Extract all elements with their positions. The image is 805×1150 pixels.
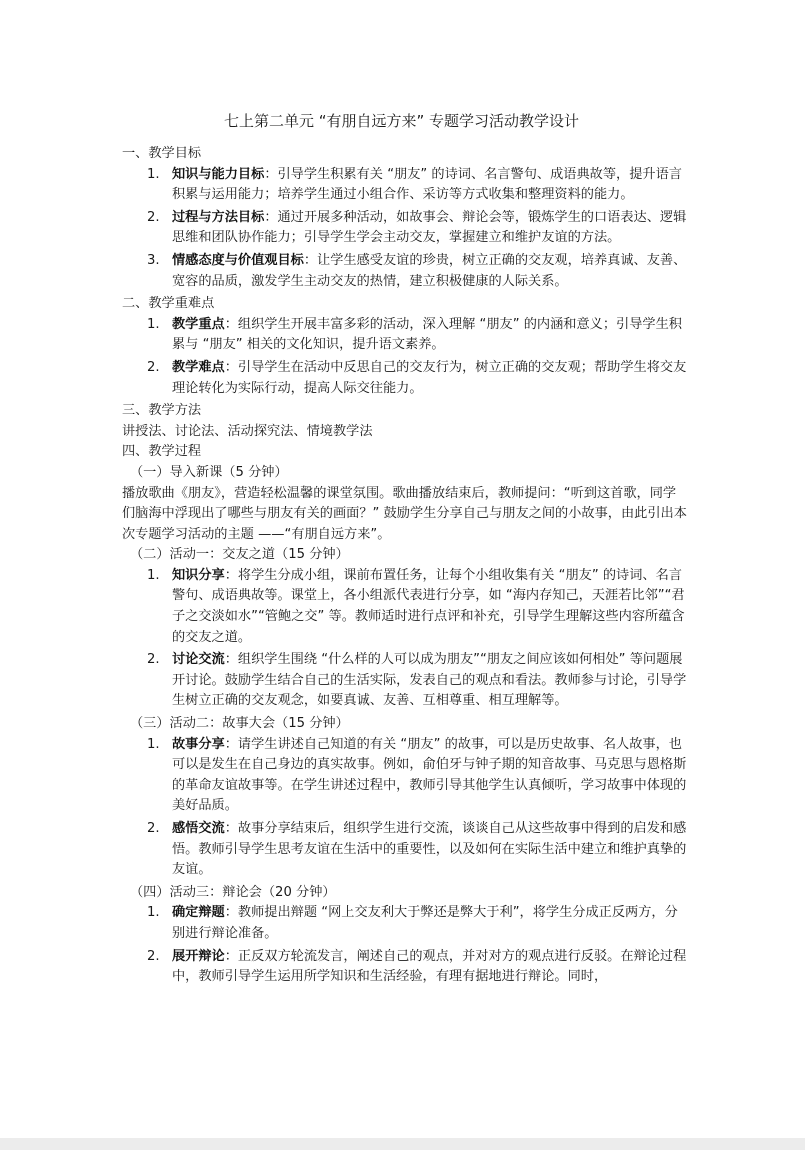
section-heading-objectives: 一、教学目标	[122, 146, 202, 161]
document-title: 七上第二单元 “有朋自远方来” 专题学习活动教学设计	[223, 112, 580, 130]
item-number: 2.	[147, 821, 160, 836]
key-points-list	[122, 315, 687, 399]
list-item	[122, 358, 687, 399]
list-item	[122, 903, 687, 944]
item-number: 1.	[147, 567, 160, 583]
item-number: 1.	[147, 316, 160, 332]
item-label: 故事分享	[172, 736, 225, 752]
item-label: 教学重点	[172, 316, 225, 332]
item-text: ：通过开展多种活动，如故事会、辩论会等，锻炼学生的口语表达、逻辑思维和团队协作能力；引导学生学会主动交友，掌握建立和维护友谊的方法。	[172, 209, 687, 246]
item-number: 3.	[147, 252, 160, 268]
item-text: ：教师提出辩题 “网上交友利大于弊还是弊大于利”，将学生分成正反两方，分别进行辩论准备。	[172, 905, 678, 941]
activity-3-list	[122, 903, 687, 987]
subsection-heading-activity-3: （四）活动三：辩论会（20 分钟）	[130, 884, 336, 900]
activity-1-list	[122, 566, 687, 712]
section-heading-process: 四、教学过程	[122, 444, 202, 460]
list-item	[122, 165, 687, 206]
item-label: 展开辩论	[172, 948, 225, 964]
section-heading-key-points: 二、教学重难点	[122, 296, 215, 312]
viewer-bottom-edge	[0, 1138, 805, 1150]
list-item	[122, 650, 687, 712]
item-label: 知识分享	[172, 567, 225, 583]
document-content	[122, 110, 687, 990]
list-item	[122, 208, 687, 249]
item-text: ：组织学生围绕 “什么样的人可以成为朋友”“朋友之间应该如何相处” 等问题展开讨论。鼓励学生结合自己的生活实际，发表自己的观点和看法。教师参与讨论，引导学生树立正确的交友观念，如要真诚、友善、互相尊重、相互理解等。	[172, 652, 687, 709]
list-item	[122, 947, 687, 988]
item-label: 情感态度与价值观目标	[172, 252, 304, 268]
item-number: 1.	[147, 736, 160, 752]
item-text: ：正反双方轮流发言，阐述自己的观点，并对对方的观点进行反驳。在辩论过程中，教师引导学生运用所学知识和生活经验，有理有据地进行辩论。同时，	[172, 948, 687, 985]
objectives-list	[122, 165, 687, 293]
item-label: 确定辩题	[172, 905, 225, 921]
item-text: ：组织学生开展丰富多彩的活动，深入理解 “朋友” 的内涵和意义；引导学生积累与 “朋友” 相关的文化知识，提升语文素养。	[172, 316, 682, 353]
item-text: ：引导学生积累有关 “朋友” 的诗词、名言警句、成语典故等，提升语言积累与运用能力；培养学生通过小组合作、采访等方式收集和整理资料的能力。	[172, 166, 682, 203]
item-text: ：引导学生在活动中反思自己的交友行为，树立正确的交友观；帮助学生将交友理论转化为实际行动，提高人际交往能力。	[172, 359, 687, 396]
item-label: 感悟交流	[172, 821, 225, 836]
item-number: 1.	[147, 905, 160, 921]
section-heading-methods: 三、教学方法	[122, 403, 202, 419]
item-label: 教学难点	[172, 359, 225, 375]
item-number: 2.	[147, 359, 160, 375]
list-item	[122, 819, 687, 881]
item-text: ：让学生感受友谊的珍贵，树立正确的交友观，培养真诚、友善、宽容的品质，激发学生主动交友的热情，建立积极健康的人际关系。	[172, 252, 687, 289]
subsection-heading-activity-1: （二）活动一：交友之道（15 分钟）	[130, 547, 349, 563]
item-text: ：故事分享结束后，组织学生进行交流，谈谈自己从这些故事中得到的启发和感悟。教师引导学生思考友谊在生活中的重要性，以及如何在实际生活中建立和维护真挚的友谊。	[172, 821, 687, 878]
item-number: 1.	[147, 166, 160, 182]
intro-paragraph: 播放歌曲《朋友》，营造轻松温馨的课堂氛围。歌曲播放结束后，教师提问：“听到这首歌，同学们脑海中浮现出了哪些与朋友有关的画面？” 鼓励学生分享自己与朋友之间的小故事，由此引出本次专题学习活动的主题 ——“有朋自远方来”。	[122, 485, 687, 542]
subsection-heading-intro: （一）导入新课（5 分钟）	[130, 464, 288, 480]
item-number: 2.	[147, 209, 160, 225]
activity-2-list	[122, 735, 687, 881]
item-number: 2.	[147, 652, 160, 668]
list-item	[122, 735, 687, 817]
item-text: ：请学生讲述自己知道的有关 “朋友” 的故事，可以是历史故事、名人故事，也可以是发生在自己身边的真实故事。例如，俞伯牙与钟子期的知音故事、马克思与恩格斯的革命友谊故事等。在学生讲述过程中，教师引导其他学生认真倾听，学习故事中体现的美好品质。	[172, 736, 687, 814]
item-label: 讨论交流	[172, 652, 225, 668]
item-number: 2.	[147, 948, 160, 964]
list-item	[122, 566, 687, 648]
item-label: 过程与方法目标	[172, 209, 265, 225]
list-item	[122, 251, 687, 292]
subsection-heading-activity-2: （三）活动二：故事大会（15 分钟）	[130, 716, 349, 732]
item-label: 知识与能力目标	[172, 166, 265, 182]
item-text: ：将学生分成小组，课前布置任务，让每个小组收集有关 “朋友” 的诗词、名言警句、成语典故等。课堂上，各小组派代表进行分享，如 “海内存知己，天涯若比邻”“君子之交淡如水”“管鲍之交” 等。教师适时进行点评和补充，引导学生理解这些内容所蕴含的交友之道。	[172, 567, 685, 645]
list-item	[122, 315, 687, 356]
methods-text: 讲授法、讨论法、活动探究法、情境教学法	[122, 423, 373, 439]
